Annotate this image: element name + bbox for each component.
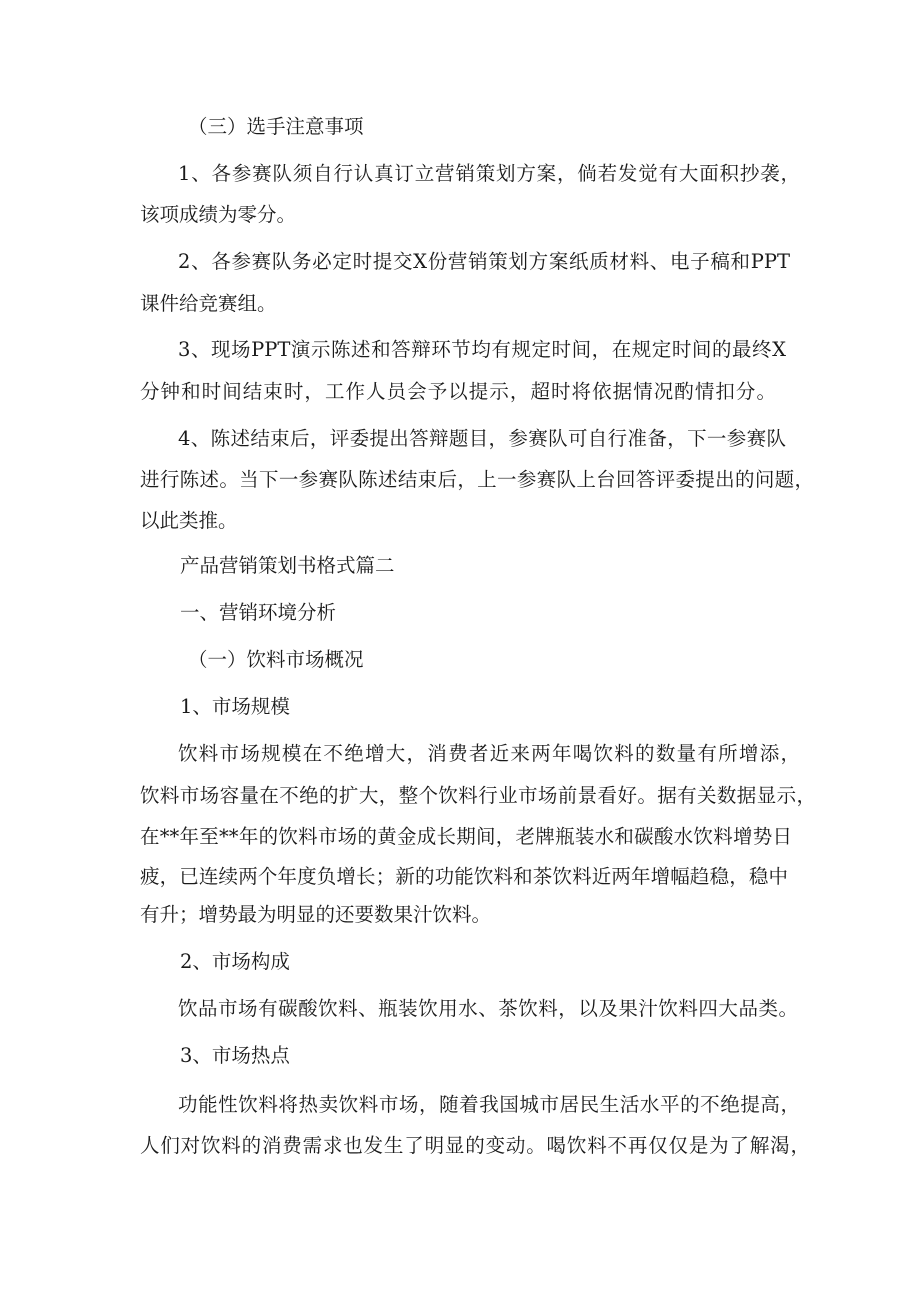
part-title: 产品营销策划书格式篇二 [180, 554, 395, 577]
paragraph-line: 1、各参赛队须自行认真订立营销策划方案，倘若发觉有大面积抄袭， [178, 162, 800, 185]
paragraph-line: 有升；增势最为明显的还要数果汁饮料。 [140, 903, 492, 926]
paragraph-line: 进行陈述。当下一参赛队陈述结束后，上一参赛队上台回答评委提出的问题， [140, 468, 814, 491]
paragraph-line: 分钟和时间结束时，工作人员会予以提示，超时将依据情况酌情扣分。 [140, 380, 776, 403]
paragraph-line: 该项成绩为零分。 [140, 203, 297, 226]
paragraph-line: 疲，已连续两个年度负增长；新的功能饮料和茶饮料近两年增幅趋稳，稳中 [140, 865, 788, 888]
subsection-heading: （一）饮料市场概况 [188, 648, 364, 671]
topic-heading: 1、市场规模 [180, 695, 290, 718]
paragraph-line: 以此类推。 [140, 509, 238, 532]
paragraph-line: 在**年至**年的饮料市场的黄金成长期间，老牌瓶装水和碳酸水饮料增势日 [140, 825, 792, 848]
paragraph-line: 3、现场PPT演示陈述和答辩环节均有规定时间，在规定时间的最终X [178, 338, 786, 361]
chapter-heading: 一、营销环境分析 [180, 601, 337, 624]
paragraph-line: 4、陈述结束后，评委提出答辩题目，参赛队可自行准备，下一参赛队 [178, 427, 786, 450]
paragraph-line: 饮料市场规模在不绝增大，消费者近来两年喝饮料的数量有所增添， [178, 742, 800, 765]
paragraph-line: 2、各参赛队务必定时提交X份营销策划方案纸质材料、电子稿和PPT [178, 250, 790, 273]
paragraph-line: 饮料市场容量在不绝的扩大，整个饮料行业市场前景看好。据有关数据显示， [140, 784, 816, 807]
topic-heading: 3、市场热点 [180, 1044, 290, 1067]
section-heading: （三）选手注意事项 [188, 115, 364, 138]
topic-heading: 2、市场构成 [180, 950, 290, 973]
paragraph-line: 饮品市场有碳酸饮料、瓶装饮用水、茶饮料，以及果汁饮料四大品类。 [178, 997, 798, 1020]
paragraph-line: 人们对饮料的消费需求也发生了明显的变动。喝饮料不再仅仅是为了解渴， [140, 1134, 810, 1157]
paragraph-line: 功能性饮料将热卖饮料市场，随着我国城市居民生活水平的不绝提高， [178, 1093, 800, 1116]
paragraph-line: 课件给竞赛组。 [140, 292, 277, 315]
